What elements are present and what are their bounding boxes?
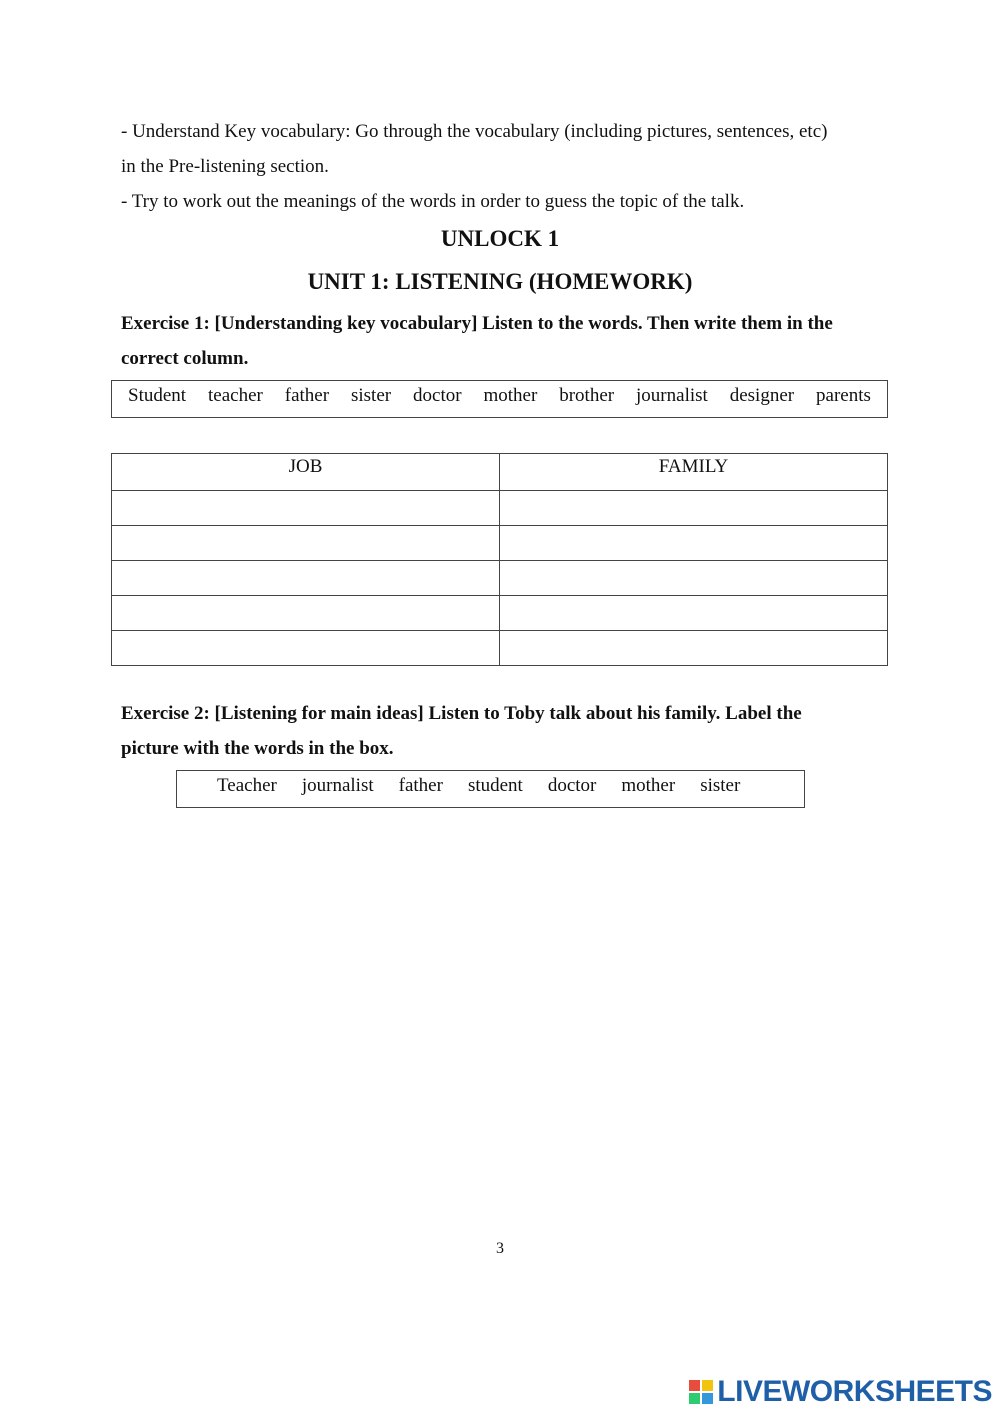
job-answer-cell[interactable]	[112, 561, 500, 596]
logo-text: LIVEWORKSHEETS	[717, 1375, 992, 1408]
word-item: journalist	[636, 385, 708, 406]
word-item: sister	[350, 385, 392, 406]
instruction-line: Exercise 2: [Listening for main ideas] Listen to Toby talk about his family. Label the	[121, 703, 802, 724]
logo-grid-icon	[689, 1380, 713, 1404]
logo-square-icon	[689, 1393, 700, 1404]
intro-line: - Try to work out the meanings of the words in order to guess the topic of the talk.	[121, 191, 745, 212]
word-item: Student	[128, 385, 187, 406]
table-row	[112, 491, 888, 526]
word-item: Teacher	[217, 775, 277, 796]
table-row	[112, 561, 888, 596]
word-item: mother	[621, 775, 676, 796]
instruction-line: picture with the words in the box.	[121, 738, 394, 759]
table-header-row	[112, 454, 888, 491]
job-answer-cell[interactable]	[112, 631, 500, 666]
exercise1-instruction	[121, 306, 878, 376]
logo-square-icon	[689, 1380, 700, 1391]
word-item: sister	[700, 775, 741, 796]
family-answer-cell[interactable]	[500, 526, 888, 561]
table-row	[112, 526, 888, 561]
word-item: father	[398, 775, 443, 796]
logo-square-icon	[702, 1393, 713, 1404]
family-answer-cell[interactable]	[500, 631, 888, 666]
word-item: journalist	[301, 775, 374, 796]
word-item: designer	[729, 385, 795, 406]
job-answer-cell[interactable]	[112, 526, 500, 561]
word-item: mother	[483, 385, 538, 406]
word-item: doctor	[413, 385, 462, 406]
page-subtitle: UNIT 1: LISTENING (HOMEWORK)	[307, 269, 693, 294]
logo-square-icon	[702, 1380, 713, 1391]
table-row	[112, 631, 888, 666]
liveworksheets-logo[interactable]	[689, 1375, 992, 1409]
table-row	[112, 596, 888, 631]
intro-text	[121, 114, 891, 219]
word-item: doctor	[547, 775, 597, 796]
word-item: teacher	[207, 385, 263, 406]
job-column-header: JOB	[112, 454, 500, 491]
exercise2-instruction	[121, 696, 878, 766]
exercise1-word-box	[111, 380, 888, 418]
job-answer-cell[interactable]	[112, 596, 500, 631]
job-answer-cell[interactable]	[112, 491, 500, 526]
family-answer-cell[interactable]	[500, 491, 888, 526]
page-title: UNLOCK 1	[440, 226, 560, 251]
instruction-line: correct column.	[121, 348, 249, 369]
intro-line: in the Pre-listening section.	[121, 156, 329, 177]
intro-line: - Understand Key vocabulary: Go through the vocabulary (including pictures, sentences, etc)	[121, 121, 828, 142]
word-item: brother	[559, 385, 615, 406]
instruction-line: Exercise 1: [Understanding key vocabulary] Listen to the words. Then write them in the	[121, 313, 833, 334]
word-item: student	[467, 775, 523, 796]
job-family-table	[111, 453, 888, 666]
page-number: 3	[496, 1240, 504, 1257]
family-answer-cell[interactable]	[500, 561, 888, 596]
exercise2-word-box	[176, 770, 805, 808]
family-column-header: FAMILY	[500, 454, 888, 491]
family-answer-cell[interactable]	[500, 596, 888, 631]
word-item: parents	[816, 385, 871, 406]
word-item: father	[284, 385, 330, 406]
